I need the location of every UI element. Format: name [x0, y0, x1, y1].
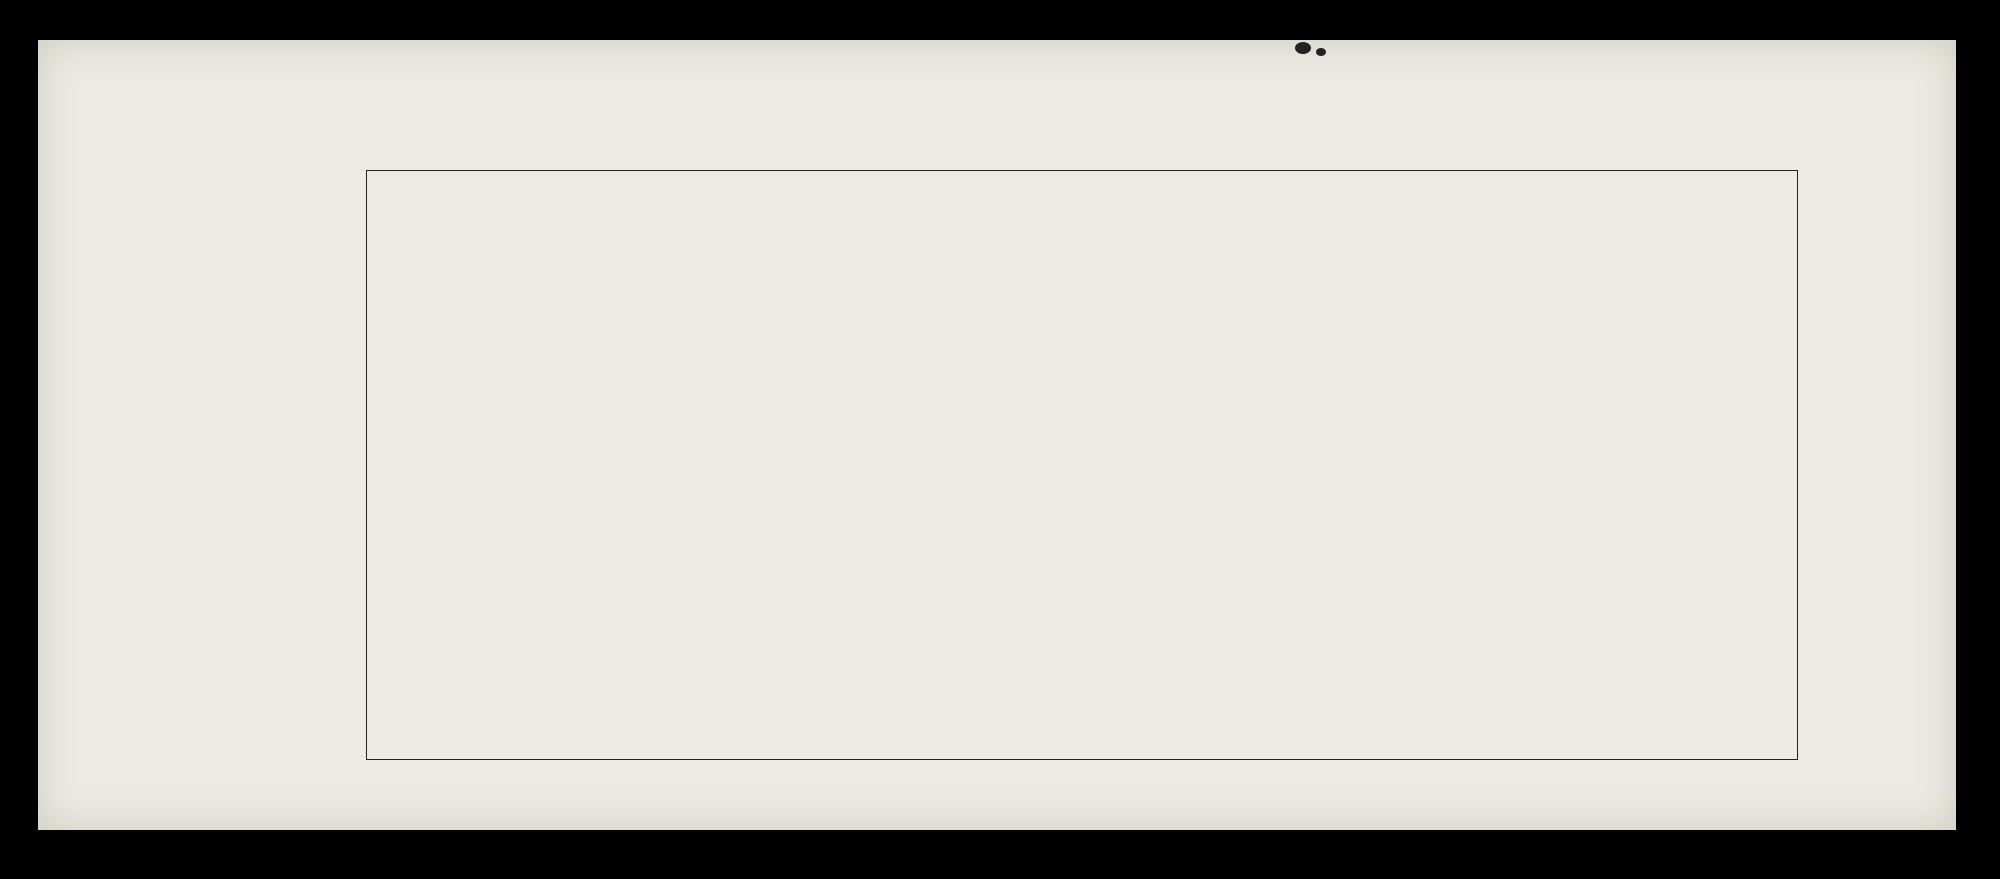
- ink-blot: [1295, 42, 1311, 54]
- document-sheet: [38, 40, 1956, 830]
- ink-blot: [1316, 48, 1326, 56]
- accounts-table: [366, 170, 1798, 760]
